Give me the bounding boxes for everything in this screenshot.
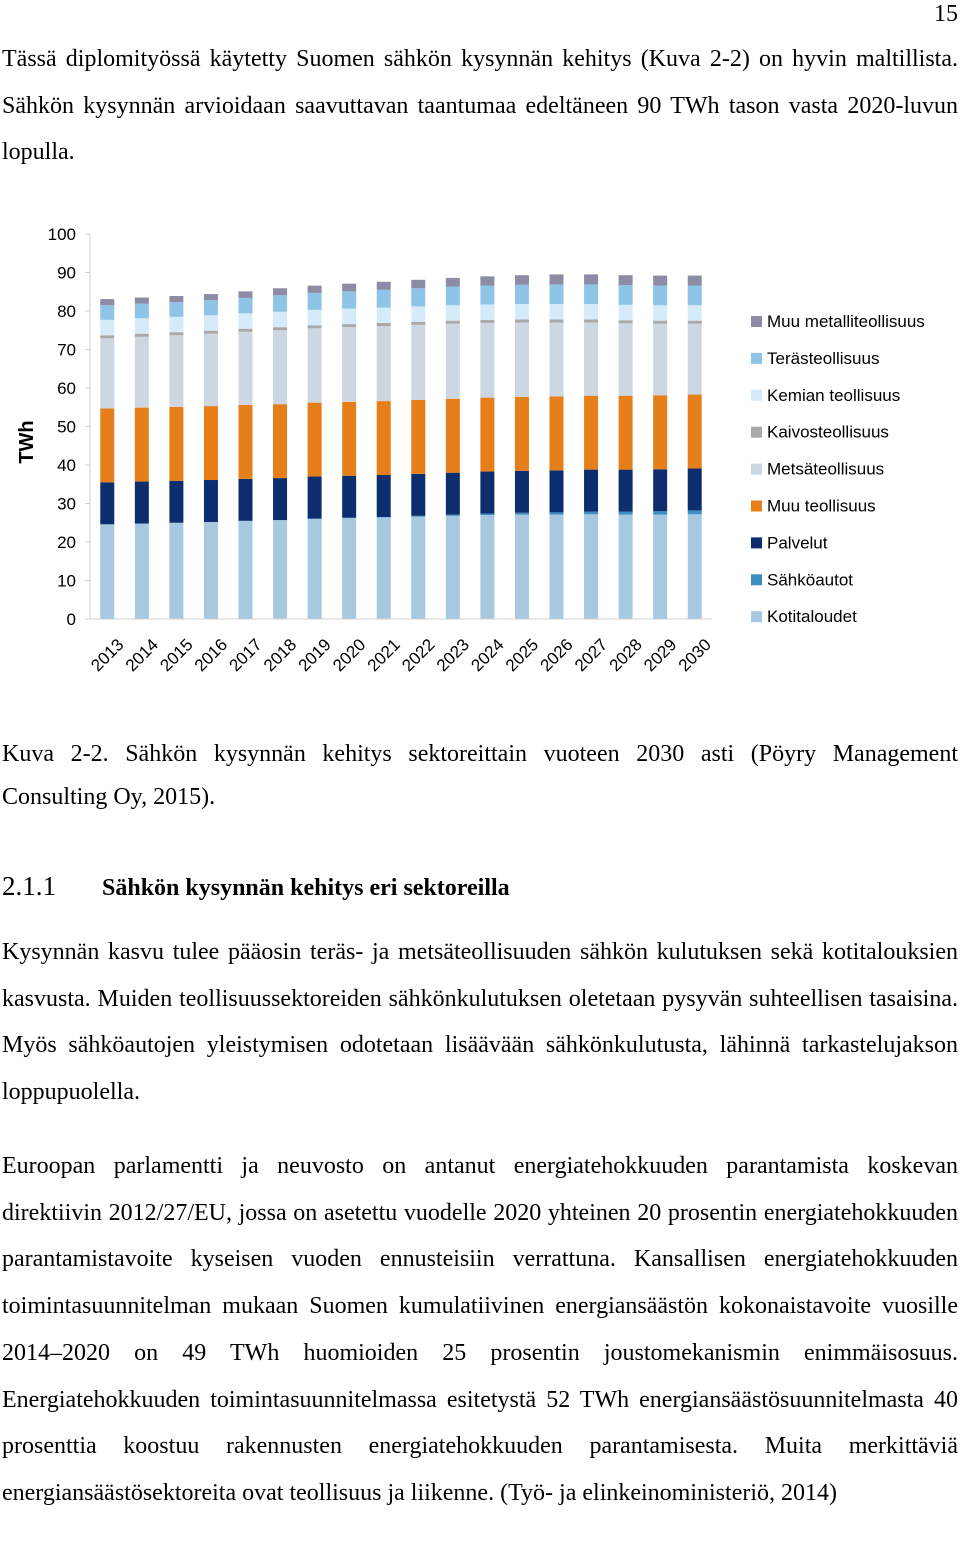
- x-tick-label: 2016: [190, 635, 232, 676]
- x-tick-label: 2026: [536, 635, 577, 676]
- bar-segment: [515, 275, 529, 285]
- bar-segment: [584, 274, 598, 284]
- legend-label: Muu metalliteollisuus: [767, 312, 925, 331]
- section-heading: [2, 866, 510, 908]
- bar-segment: [342, 284, 356, 292]
- legend-label: Kotitaloudet: [767, 607, 857, 627]
- x-tick-label: 2019: [294, 635, 335, 676]
- bar-segment: [273, 520, 287, 619]
- bar-segment: [411, 325, 425, 400]
- bar-segment: [480, 515, 494, 619]
- bar-segment: [688, 276, 702, 286]
- bar-segment: [584, 304, 598, 319]
- bar-segment: [653, 395, 667, 469]
- bar-segment: [308, 519, 322, 619]
- legend-swatch: [751, 574, 762, 585]
- bar-segment: [342, 402, 356, 476]
- bar-segment: [308, 293, 322, 310]
- bar-segment: [342, 291, 356, 308]
- bar-segment: [273, 295, 287, 312]
- bar-segment: [550, 274, 564, 284]
- bar-segment: [342, 476, 356, 518]
- bar-segment: [515, 304, 529, 319]
- bar-segment: [100, 524, 114, 619]
- bar-segment: [584, 396, 598, 470]
- bar-segment: [100, 305, 114, 320]
- bar-segment: [515, 397, 529, 471]
- bar-segment: [688, 286, 702, 306]
- bar-segment: [100, 335, 114, 338]
- bar-segment: [688, 510, 702, 514]
- bar-segment: [308, 477, 322, 519]
- section-number: 2.1.1: [2, 871, 56, 901]
- bar-segment: [480, 323, 494, 398]
- bar-segment: [480, 286, 494, 305]
- bar-segment: [480, 276, 494, 285]
- bar-segment: [135, 337, 149, 408]
- bar-segment: [411, 516, 425, 517]
- page-number: 15: [934, 1, 958, 27]
- bar-segment: [411, 322, 425, 325]
- bar-segment: [446, 473, 460, 515]
- bar-segment: [446, 321, 460, 324]
- bar-segment: [100, 320, 114, 335]
- y-tick-label: 30: [57, 494, 76, 514]
- bar-segment: [377, 401, 391, 475]
- bar-segment: [273, 404, 287, 478]
- bar-segment: [308, 286, 322, 293]
- y-tick-label: 80: [57, 302, 76, 321]
- y-axis-label: TWh: [16, 420, 38, 464]
- bar-segment: [619, 285, 633, 305]
- bar-segment: [377, 290, 391, 308]
- bar-segment: [100, 408, 114, 482]
- bar-segment: [135, 524, 149, 619]
- bar-segment: [135, 408, 149, 482]
- bar-segment: [377, 282, 391, 290]
- figure-caption: Kuva 2-2. Sähkön kysynnän kehitys sektoreittain vuoteen 2030 asti (Pöyry Management Consulting Oy, 2015).: [2, 741, 958, 810]
- legend-label: Kaivosteollisuus: [767, 422, 889, 442]
- bar-segment: [446, 399, 460, 473]
- bar-segment: [446, 305, 460, 320]
- bar-segment: [688, 321, 702, 324]
- bar-segment: [411, 517, 425, 619]
- bar-segment: [411, 400, 425, 474]
- bar-segment: [273, 478, 287, 520]
- bar-segment: [619, 275, 633, 285]
- bar-segment: [515, 285, 529, 304]
- bar-segment: [135, 318, 149, 333]
- bar-segment: [169, 523, 183, 619]
- x-tick-label: 2029: [640, 635, 681, 676]
- bar-segment: [515, 515, 529, 619]
- bar-segment: [584, 323, 598, 396]
- bar-segment: [100, 338, 114, 408]
- bar-segment: [550, 323, 564, 397]
- legend-label: Terästeollisuus: [767, 348, 880, 368]
- y-tick-label: 40: [57, 456, 76, 475]
- x-axis: [87, 619, 715, 675]
- legend-label: Sähköautot: [767, 570, 854, 590]
- x-tick-label: 2022: [398, 635, 439, 676]
- bar-segment: [446, 287, 460, 305]
- bar-segment: [273, 327, 287, 330]
- bar-segment: [239, 329, 253, 332]
- bar-segment: [135, 298, 149, 304]
- bar-segment: [239, 298, 253, 313]
- bar-segment: [377, 517, 391, 619]
- legend-swatch: [751, 316, 762, 327]
- bar-segment: [169, 317, 183, 332]
- bar-segment: [515, 471, 529, 513]
- bar-segment: [135, 482, 149, 524]
- bar-segment: [239, 479, 253, 521]
- bar-segment: [619, 470, 633, 512]
- bar-segment: [688, 468, 702, 510]
- bar-segment: [515, 513, 529, 515]
- y-tick-label: 0: [66, 610, 76, 629]
- bar-segment: [653, 511, 667, 514]
- y-axis: [48, 225, 90, 629]
- bar-segment: [653, 305, 667, 320]
- bar-segment: [377, 475, 391, 517]
- bar-segment: [169, 407, 183, 481]
- bar-segment: [169, 335, 183, 407]
- bar-segment: [480, 320, 494, 323]
- legend-swatch: [751, 611, 762, 622]
- bar-segment: [653, 276, 667, 286]
- bar-segment: [446, 516, 460, 619]
- bar-segment: [308, 328, 322, 402]
- bar-segment: [688, 395, 702, 469]
- bar-segment: [204, 480, 218, 522]
- section-title: Sähkön kysynnän kehitys eri sektoreilla: [102, 875, 510, 901]
- bar-segment: [204, 331, 218, 334]
- legend-label: Palvelut: [767, 533, 828, 553]
- x-tick-label: 2021: [363, 635, 404, 676]
- bar-segment: [308, 403, 322, 477]
- bar-segment: [653, 324, 667, 396]
- bar-segment: [411, 306, 425, 321]
- y-tick-label: 20: [57, 533, 76, 552]
- x-tick-label: 2023: [432, 635, 474, 676]
- bar-segment: [239, 291, 253, 298]
- bar-segment: [550, 470, 564, 512]
- legend-label: Kemian teollisuus: [767, 385, 901, 405]
- bar-segment: [411, 288, 425, 306]
- bar-segment: [204, 294, 218, 300]
- bar-segment: [273, 288, 287, 295]
- x-tick-label: 2014: [121, 635, 163, 676]
- bar-segment: [446, 278, 460, 287]
- body-paragraph-2: Euroopan parlamentti ja neuvosto on antanut energiatehokkuuden parantamista koskevan direktiivin 2012/27/EU, jossa on asetettu vuodelle 2020 yhteinen 20 prosentin energiatehokkuuden parantamistavoite kyseisen vuoden ennusteisiin verrattuna. Kansallisen energiatehokkuuden toimintasuunnitelman mukaan Suomen kumulatiivinen energiansäästön kokonaistavoite vuosille 2014–2020 on 49 TWh huomioiden 25 prosentin joustomekanismin enimmäisosuus. Energiatehokkuuden toimintasuunnitelmassa esitetystä 52 TWh energiansäästösuunnitelmasta 40 prosenttia koostuu rakennusten energiatehokkuuden parantamisesta. Muita merkittäviä energiansäästösektoreita ovat teollisuus ja liikenne. (Työ- ja elinkeinoministeriö, 2014): [2, 1153, 958, 1506]
- bar-segment: [308, 310, 322, 325]
- bar-segment: [204, 522, 218, 619]
- bar-segment: [377, 323, 391, 326]
- x-tick-label: 2018: [260, 635, 301, 676]
- bar-segment: [169, 296, 183, 302]
- x-tick-label: 2028: [605, 635, 646, 676]
- bar-segment: [135, 304, 149, 319]
- bar-segment: [480, 472, 494, 514]
- y-tick-label: 10: [57, 571, 76, 591]
- x-tick-label: 2027: [571, 635, 612, 676]
- bar-segment: [550, 515, 564, 619]
- bar-segment: [308, 325, 322, 328]
- bar-segment: [550, 512, 564, 514]
- bar-segment: [342, 309, 356, 324]
- bar-segment: [619, 515, 633, 619]
- bar-segment: [550, 284, 564, 304]
- legend-swatch: [751, 537, 762, 548]
- y-tick-label: 50: [57, 417, 76, 437]
- bar-segment: [619, 305, 633, 320]
- bar-segment: [480, 304, 494, 319]
- legend-label: Metsäteollisuus: [767, 459, 885, 479]
- bar-segment: [342, 327, 356, 402]
- y-tick-label: 100: [47, 225, 76, 244]
- bar-segment: [411, 280, 425, 288]
- bar-segment: [619, 396, 633, 470]
- y-tick-label: 90: [57, 263, 76, 283]
- bar-segment: [100, 299, 114, 305]
- bar-segment: [584, 470, 598, 512]
- bar-segment: [204, 334, 218, 406]
- bar-segment: [239, 405, 253, 479]
- bar-segment: [619, 320, 633, 323]
- body-paragraph-1: Kysynnän kasvu tulee pääosin teräs- ja metsäteollisuuden sähkön kulutuksen sekä kotitalouksien kasvusta. Muiden teollisuussektoreiden sähkönkulutuksen oletetaan pysyvän suhteellisen tasaisina. Myös sähköautojen yleistymisen odotetaan lisäävään sähkönkulutusta, lähinnä tarkastelujakson loppupuolella.: [2, 939, 958, 1106]
- bar-segment: [584, 319, 598, 322]
- bar-segment: [204, 315, 218, 330]
- y-tick-label: 60: [57, 379, 76, 398]
- y-tick-label: 70: [57, 340, 76, 360]
- bar-segment: [273, 330, 287, 404]
- x-tick-label: 2020: [329, 635, 370, 676]
- legend-swatch: [751, 390, 762, 401]
- x-tick-label: 2025: [501, 635, 543, 676]
- bar-segment: [653, 515, 667, 619]
- bar-segment: [377, 308, 391, 323]
- bar-segment: [653, 286, 667, 306]
- x-tick-label: 2013: [87, 635, 128, 676]
- x-tick-label: 2024: [467, 635, 508, 676]
- bar-segment: [619, 323, 633, 395]
- legend-swatch: [751, 427, 762, 438]
- legend-swatch: [751, 464, 762, 475]
- bars: [100, 274, 701, 619]
- bar-segment: [688, 324, 702, 395]
- bar-segment: [239, 313, 253, 328]
- bar-segment: [619, 512, 633, 515]
- bar-segment: [239, 332, 253, 405]
- bar-segment: [100, 482, 114, 524]
- bar-segment: [204, 300, 218, 315]
- stacked-bar-chart: [0, 210, 960, 690]
- legend: [751, 312, 925, 626]
- bar-segment: [204, 406, 218, 480]
- bar-segment: [653, 321, 667, 324]
- x-tick-label: 2030: [674, 635, 715, 676]
- bar-segment: [446, 515, 460, 516]
- bar-segment: [515, 319, 529, 322]
- bar-segment: [653, 469, 667, 511]
- bar-segment: [377, 326, 391, 401]
- bar-segment: [584, 284, 598, 304]
- bar-segment: [169, 481, 183, 523]
- legend-label: Muu teollisuus: [767, 496, 876, 516]
- bar-segment: [550, 304, 564, 319]
- bar-segment: [688, 514, 702, 619]
- x-tick-label: 2017: [225, 635, 266, 676]
- x-tick-label: 2015: [156, 635, 197, 676]
- legend-swatch: [751, 501, 762, 512]
- bar-segment: [480, 398, 494, 472]
- bar-segment: [480, 514, 494, 516]
- bar-segment: [584, 512, 598, 515]
- bar-segment: [169, 332, 183, 335]
- bar-segment: [515, 323, 529, 397]
- bar-segment: [550, 319, 564, 322]
- bar-segment: [411, 474, 425, 516]
- bar-segment: [550, 396, 564, 470]
- bar-segment: [688, 305, 702, 320]
- bar-segment: [239, 521, 253, 619]
- bar-segment: [446, 324, 460, 399]
- bar-segment: [342, 324, 356, 327]
- bar-segment: [169, 302, 183, 317]
- bar-segment: [342, 518, 356, 619]
- bar-segment: [135, 334, 149, 337]
- bar-segment: [273, 312, 287, 327]
- bar-segment: [584, 514, 598, 619]
- intro-paragraph: Tässä diplomityössä käytetty Suomen sähkön kysynnän kehitys (Kuva 2-2) on hyvin maltillista. Sähkön kysynnän arvioidaan saavuttavan taantumaa edeltäneen 90 TWh tason vasta 2020-luvun lopulla.: [2, 46, 958, 165]
- legend-swatch: [751, 353, 762, 364]
